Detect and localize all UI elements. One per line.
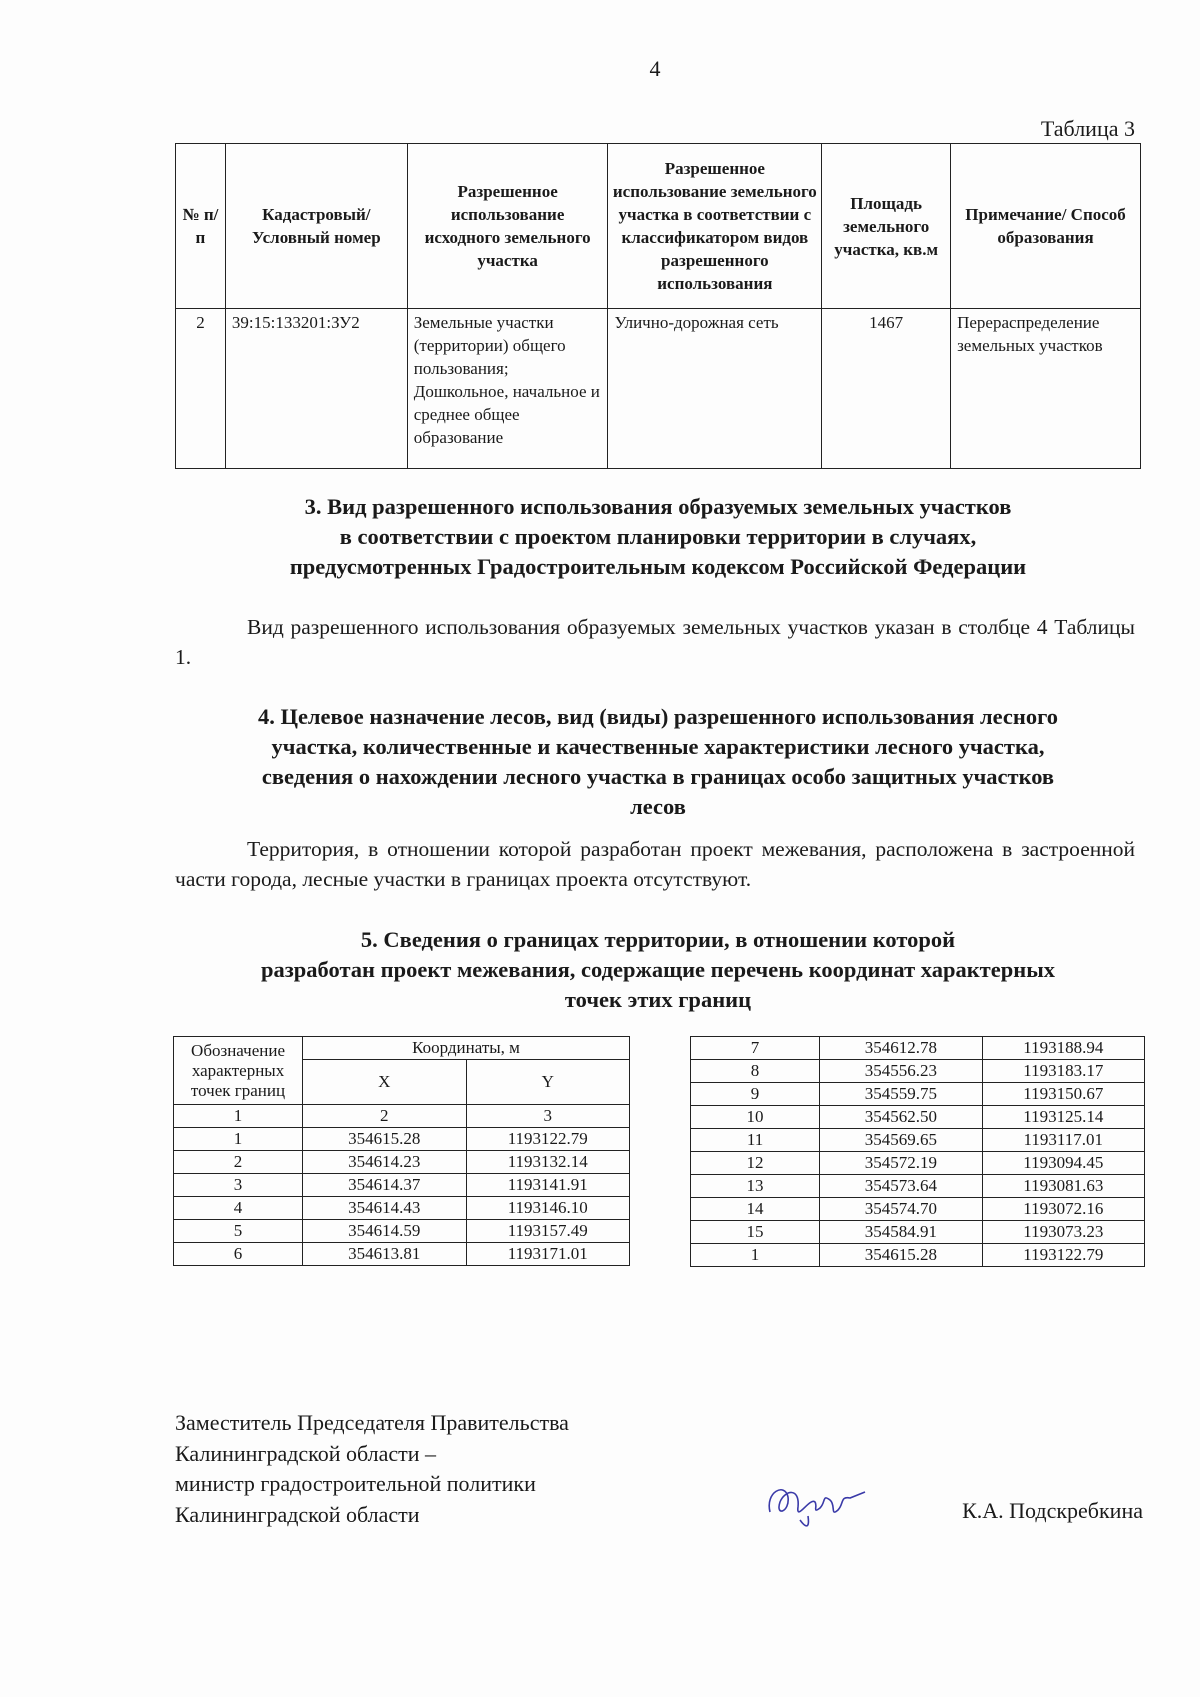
table-cell: 1 [174, 1128, 303, 1151]
table-row [174, 1174, 630, 1197]
signatory-position [175, 1408, 569, 1530]
table3-caption: Таблица 3 [1040, 116, 1135, 141]
heading-line: разработан проект межевания, содержащие перечень координат характерных [260, 957, 1056, 982]
table-row [691, 1106, 1145, 1129]
table-cell: 1 [691, 1244, 820, 1267]
table-row [691, 1060, 1145, 1083]
column-header: № п/п [176, 144, 226, 309]
table-cell: 13 [691, 1175, 820, 1198]
coordinates-table-right [690, 1036, 1145, 1267]
table-cell: 354615.28 [303, 1128, 466, 1151]
table-row [691, 1221, 1145, 1244]
table-cell: 354584.91 [820, 1221, 982, 1244]
table-cell: 1193146.10 [466, 1197, 629, 1220]
heading-line: в соответствии с проектом планировки территории в случаях, [339, 524, 977, 549]
table-cell: 7 [691, 1037, 820, 1060]
coords-header: Координаты, м [303, 1037, 630, 1060]
table-cell: 12 [691, 1152, 820, 1175]
heading-line: точек этих границ [564, 987, 752, 1012]
table-row [691, 1175, 1145, 1198]
table-cell: 1467 [822, 309, 951, 469]
heading-line: 3. Вид разрешенного использования образуемых земельных участков [304, 494, 1012, 519]
table-cell: 1193157.49 [466, 1220, 629, 1243]
table-cell: 15 [691, 1221, 820, 1244]
table-cell: 1193188.94 [982, 1037, 1144, 1060]
table-row [691, 1037, 1145, 1060]
table3 [175, 143, 1141, 469]
table-row [174, 1243, 630, 1266]
section4-heading [175, 702, 1141, 822]
table-row [691, 1129, 1145, 1152]
table-cell: 4 [174, 1197, 303, 1220]
column-header: Разрешенное использование земельного участка в соответствии с классификатором видов разрешенного использования [608, 144, 822, 309]
paragraph: Вид разрешенного использования образуемых земельных участков указан в столбце 4 Таблицы 1. [175, 615, 1135, 669]
heading-line: сведения о нахождении лесного участка в границах особо защитных участков [261, 764, 1055, 789]
table-cell: 354559.75 [820, 1083, 982, 1106]
table-cell: 354569.65 [820, 1129, 982, 1152]
heading-line: 5. Сведения о границах территории, в отношении которой [360, 927, 956, 952]
table-row [691, 1083, 1145, 1106]
col-num: 3 [466, 1105, 629, 1128]
table-row [174, 1128, 630, 1151]
x-header: X [303, 1060, 466, 1105]
heading-line: 4. Целевое назначение лесов, вид (виды) разрешенного использования лесного [257, 704, 1059, 729]
table-cell: 6 [174, 1243, 303, 1266]
table-cell: 14 [691, 1198, 820, 1221]
table-cell: 39:15:133201:ЗУ2 [225, 309, 407, 469]
position-line: Калининградской области [175, 1501, 420, 1527]
col-num: 1 [174, 1105, 303, 1128]
column-header: Разрешенное использование исходного земельного участка [407, 144, 608, 309]
table-cell: 1193150.67 [982, 1083, 1144, 1106]
position-line: Калининградской области – [175, 1440, 437, 1466]
table-row [174, 1151, 630, 1174]
table-cell: Улично-дорожная сеть [608, 309, 822, 469]
handwritten-signature [760, 1472, 870, 1532]
table-cell: 1193072.16 [982, 1198, 1144, 1221]
table-cell: 1193094.45 [982, 1152, 1144, 1175]
page-number: 4 [649, 56, 661, 81]
table-row [691, 1152, 1145, 1175]
table-cell: 1193117.01 [982, 1129, 1144, 1152]
y-header: Y [466, 1060, 629, 1105]
position-line: министр градостроительной политики [175, 1471, 536, 1496]
table-row [176, 309, 1141, 469]
table-cell: 354613.81 [303, 1243, 466, 1266]
table-cell: 3 [174, 1174, 303, 1197]
table-cell: 354556.23 [820, 1060, 982, 1083]
table-cell: 1193122.79 [466, 1128, 629, 1151]
table-cell: 1193125.14 [982, 1106, 1144, 1129]
table-cell: 2 [176, 309, 226, 469]
table-row [691, 1198, 1145, 1221]
coordinates-table-left [173, 1036, 630, 1266]
table-cell: 9 [691, 1083, 820, 1106]
table-cell: 354614.43 [303, 1197, 466, 1220]
section3-text [175, 612, 1135, 672]
table-cell: 354574.70 [820, 1198, 982, 1221]
table-cell: 10 [691, 1106, 820, 1129]
table-cell: 354573.64 [820, 1175, 982, 1198]
table-cell: 1193141.91 [466, 1174, 629, 1197]
table-cell: 11 [691, 1129, 820, 1152]
col-num: 2 [303, 1105, 466, 1128]
signatory-name: К.А. Подскребкина [962, 1498, 1143, 1523]
section4-text [175, 834, 1135, 894]
table-cell: 1193081.63 [982, 1175, 1144, 1198]
table-cell: 354612.78 [820, 1037, 982, 1060]
column-header: Примечание/ Способ образования [951, 144, 1141, 309]
section5-heading [175, 925, 1141, 1015]
table-cell: Земельные участки (территории) общего пользования; Дошкольное, начальное и среднее общее образование [407, 309, 608, 469]
position-line: Заместитель Председателя Правительства [175, 1410, 569, 1435]
table-cell: 354572.19 [820, 1152, 982, 1175]
table-cell: 1193171.01 [466, 1243, 629, 1266]
table-cell: 354615.28 [820, 1244, 982, 1267]
table-row [174, 1220, 630, 1243]
table-cell: 1193132.14 [466, 1151, 629, 1174]
table-cell: Перераспределение земельных участков [951, 309, 1141, 469]
section3-heading [175, 492, 1141, 582]
table-row [691, 1244, 1145, 1267]
heading-line: предусмотренных Градостроительным кодексом Российской Федерации [289, 554, 1027, 579]
table-cell: 5 [174, 1220, 303, 1243]
table-cell: 1193122.79 [982, 1244, 1144, 1267]
heading-line: участка, количественные и качественные характеристики лесного участка, [271, 734, 1045, 759]
table-cell: 2 [174, 1151, 303, 1174]
column-header: Кадастровый/ Условный номер [225, 144, 407, 309]
table-cell: 354562.50 [820, 1106, 982, 1129]
paragraph: Территория, в отношении которой разработан проект межевания, расположена в застроенной части города, лесные участки в границах проекта отсутствуют. [175, 837, 1135, 891]
table-cell: 354614.23 [303, 1151, 466, 1174]
table3-header-row [176, 144, 1141, 309]
table-cell: 1193073.23 [982, 1221, 1144, 1244]
column-header: Площадь земельного участка, кв.м [822, 144, 951, 309]
table-cell: 354614.59 [303, 1220, 466, 1243]
heading-line: лесов [630, 794, 686, 819]
table-row [174, 1197, 630, 1220]
table-cell: 8 [691, 1060, 820, 1083]
table-cell: 354614.37 [303, 1174, 466, 1197]
table-cell: 1193183.17 [982, 1060, 1144, 1083]
point-header: Обозначение характерных точек границ [174, 1037, 303, 1105]
